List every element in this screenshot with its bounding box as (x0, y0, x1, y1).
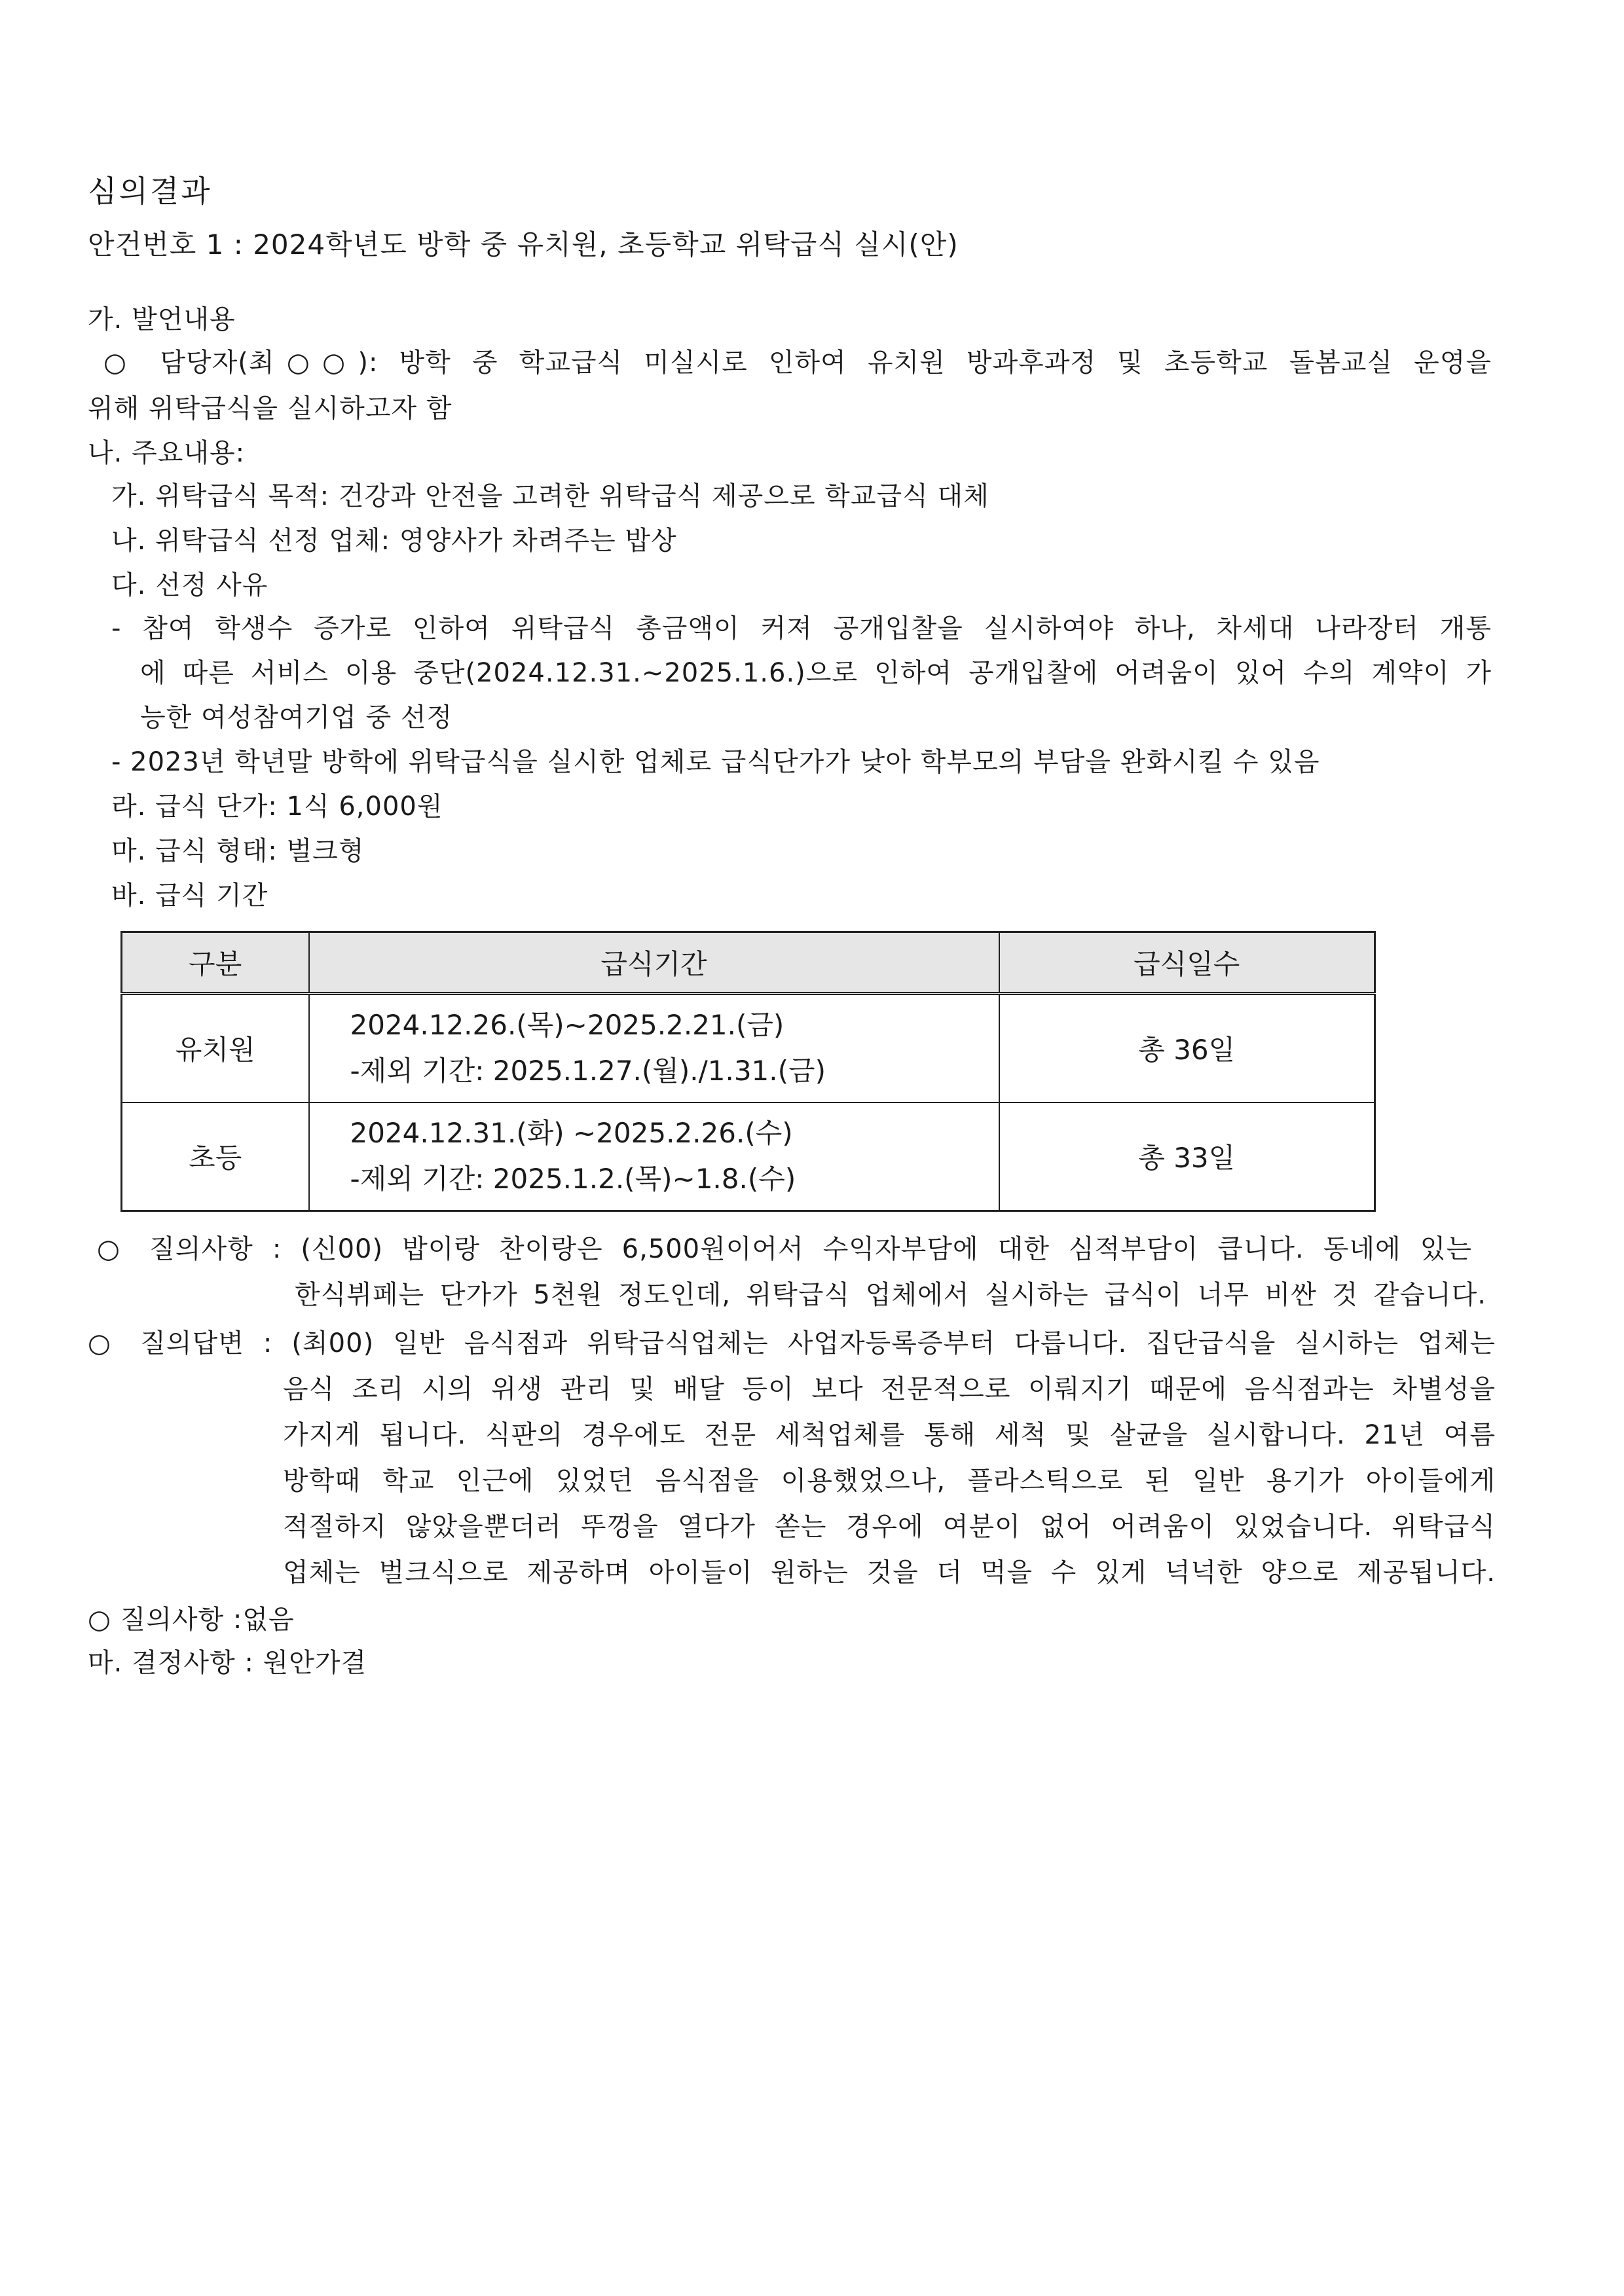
main-vendor: 나. 위탁급식 선정 업체: 영양사가 차려주는 밥상 (111, 526, 677, 556)
main-period-title: 바. 급식 기간 (111, 881, 268, 911)
main-reason2: - 2023년 학년말 방학에 위탁급식을 실시한 업체로 급식단가가 낮아 학부모의 부담을 완화시킬 수 있음 (111, 747, 1320, 777)
main-reason1-line2: 에 따른 서비스 이용 중단(2024.12.31.~2025.1.6.)으로 인하여 공개입찰에 어려움이 있어 수의 계약이 가 (140, 658, 1492, 688)
remarks-title: 가. 발언내용 (88, 304, 236, 335)
table-row (122, 994, 1375, 1102)
row-period: 2024.12.31.(화) ~2025.2.26.(수) (350, 1117, 793, 1150)
row-category: 유치원 (122, 994, 309, 1102)
qa-answer1-line1: ○ 질의답변 : (최00) 일반 음식점과 위탁급식업체는 사업자등록증부터 다릅니다. 집단급식을 실시하는 업체는 (88, 1328, 1496, 1358)
qa-answer1-line6: 업체는 벌크식으로 제공하며 아이들이 원하는 것을 더 먹을 수 있게 넉넉한 양으로 제공됩니다. (283, 1558, 1496, 1588)
agenda-title: 안건번호 1 : 2024학년도 방학 중 유치원, 초등학교 위탁급식 실시(안) (88, 228, 959, 261)
schedule-table (120, 931, 1376, 1212)
main-meal-type: 마. 급식 형태: 벌크형 (111, 836, 365, 866)
page-heading: 심의결과 (88, 173, 212, 209)
qa-question1-line2: 한식뷔페는 단가가 5천원 정도인데, 위탁급식 업체에서 실시하는 급식이 너무 비싼 것 같습니다. (295, 1280, 1486, 1310)
header-days: 급식일수 (999, 932, 1375, 994)
main-purpose: 가. 위탁급식 목적: 건강과 안전을 고려한 위탁급식 제공으로 학교급식 대체 (111, 481, 989, 511)
row-period-cell (309, 994, 999, 1102)
qa-answer1-line3: 가지게 됩니다. 식판의 경우에도 전문 세척업체를 통해 세척 및 살균을 실시합니다. 21년 여름 (283, 1420, 1496, 1450)
row-period: 2024.12.26.(목)~2025.2.21.(금) (350, 1009, 784, 1042)
main-unit-price: 라. 급식 단가: 1식 6,000원 (111, 792, 443, 822)
row-category: 초등 (122, 1102, 309, 1211)
main-title: 나. 주요내용: (88, 438, 246, 468)
qa-answer1-line5: 적절하지 않았을뿐더러 뚜껑을 열다가 쏟는 경우에 여분이 없어 어려움이 있었습니다. 위탁급식 (283, 1512, 1496, 1542)
row-excluded: -제외 기간: 2025.1.27.(월)./1.31.(금) (350, 1055, 826, 1087)
row-period-cell (309, 1102, 999, 1211)
remarks-officer-line1: ○ 담당자(최○○): 방학 중 학교급식 미실시로 인하여 유치원 방과후과정 및 초등학교 돌봄교실 운영을 (103, 348, 1492, 378)
main-reason1-line1: - 참여 학생수 증가로 인하여 위탁급식 총금액이 커져 공개입찰을 실시하여야 하나, 차세대 나라장터 개통 (111, 613, 1492, 644)
main-reason-title: 다. 선정 사유 (111, 570, 268, 600)
header-category: 구분 (122, 932, 309, 994)
main-reason1-line3: 능한 여성참여기업 중 선정 (140, 702, 453, 733)
qa-question2: ○ 질의사항 :없음 (88, 1605, 295, 1635)
qa-question1-line1: ○ 질의사항 : (신00) 밥이랑 찬이랑은 6,500원이어서 수익자부담에 대한 심적부담이 큽니다. 동네에 있는 (97, 1234, 1472, 1264)
schedule-header-row (122, 932, 1375, 994)
row-days: 총 36일 (999, 994, 1375, 1102)
decision: 마. 결정사항 : 원안가결 (88, 1648, 367, 1678)
remarks-officer-line2: 위해 위탁급식을 실시하고자 함 (88, 393, 452, 424)
qa-answer1-line4: 방학때 학교 인근에 있었던 음식점을 이용했었으나, 플라스틱으로 된 일반 용기가 아이들에게 (283, 1466, 1496, 1496)
row-days: 총 33일 (999, 1102, 1375, 1211)
qa-answer1-line2: 음식 조리 시의 위생 관리 및 배달 등이 보다 전문적으로 이뤄지기 때문에 음식점과는 차별성을 (283, 1374, 1496, 1404)
header-period: 급식기간 (309, 932, 999, 994)
row-excluded: -제외 기간: 2025.1.2.(목)~1.8.(수) (350, 1163, 796, 1195)
table-row (122, 1102, 1375, 1211)
